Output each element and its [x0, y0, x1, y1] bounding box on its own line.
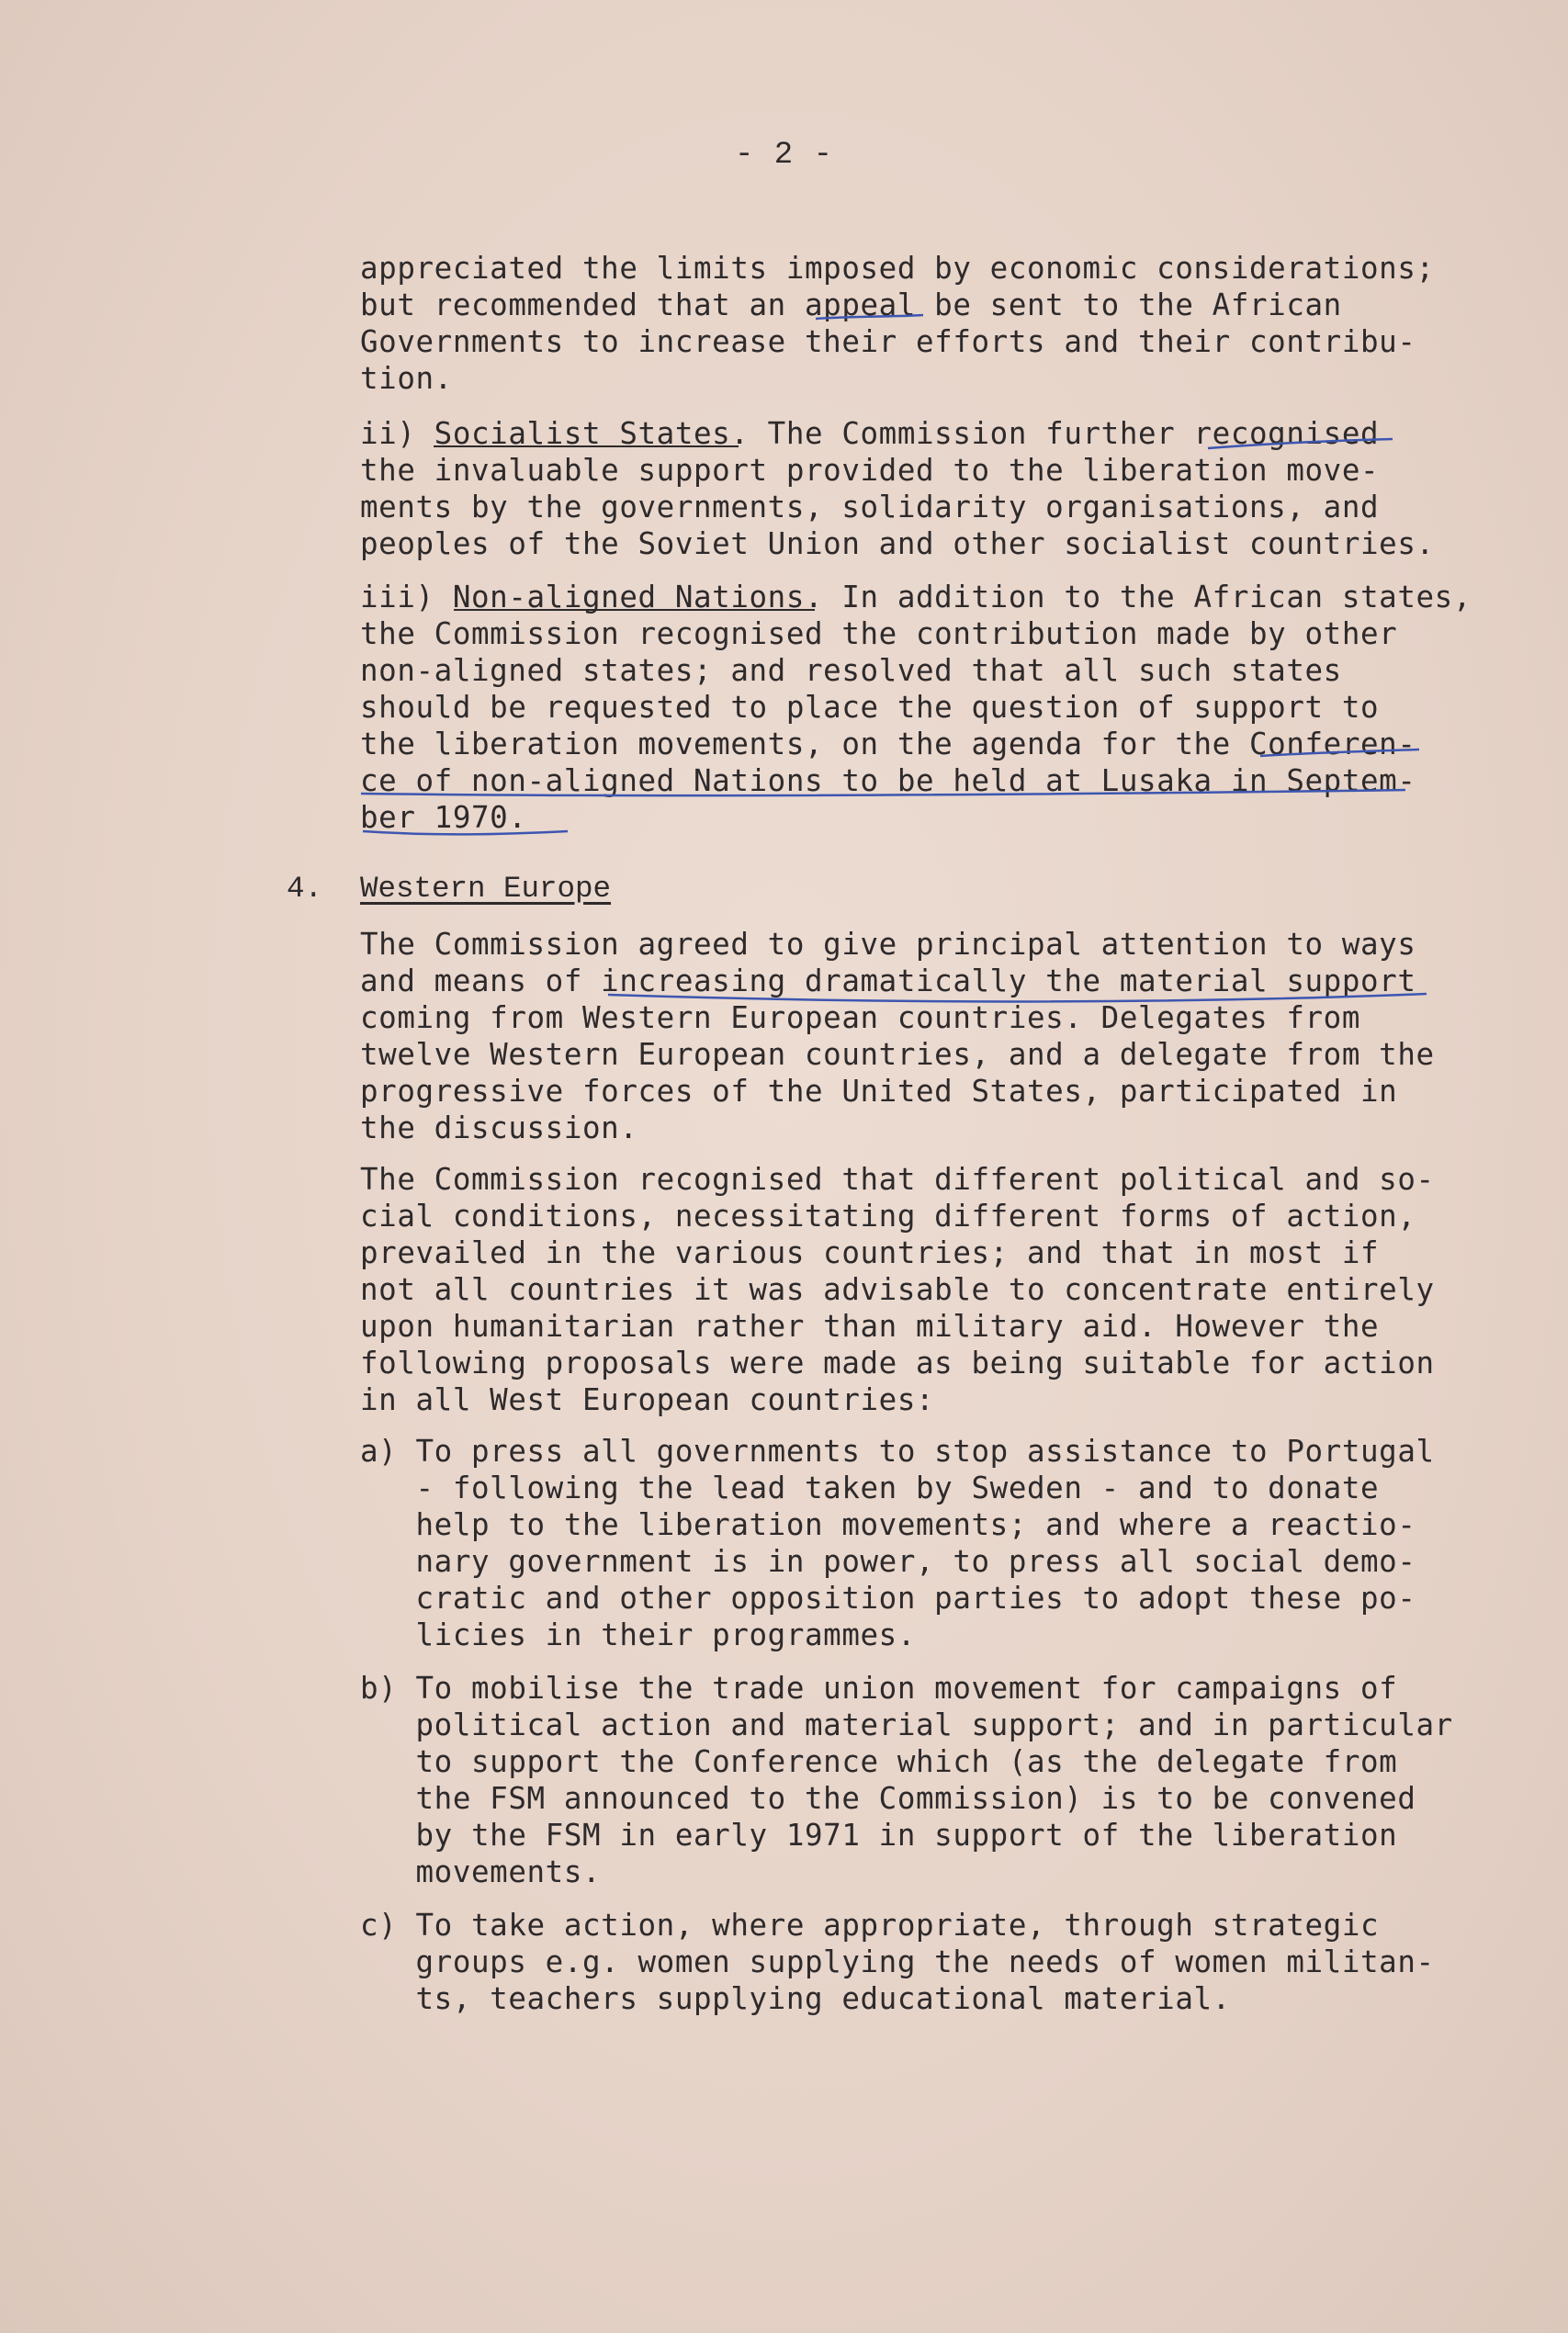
item-c-strategic-groups: c) To take action, where appropriate, through strategic groups e.g. women supplying the needs of women militan- ts, teachers supplying educational material.: [360, 1908, 1435, 2016]
item-b-trade-unions: b) To mobilise the trade union movement for campaigns of political action and material support; and in particular to support the Conference which (as the delegate from the FSM announced to the Commission) is to be convened by the FSM in early 1971 in support of the liberation movements.: [360, 1671, 1453, 1889]
paragraph-continuation: appreciated the limits imposed by economic considerations; but recommended that an appeal be sent to the African Governments to increase their efforts and their contribu- tion.: [360, 251, 1435, 396]
item-ii-socialist-states: ii) Socialist States. The Commission further recognised the invaluable support provided to the liberation move- ments by the governments, solidarity organisations, and peoples of the Soviet Union and other socialist countries.: [360, 416, 1435, 561]
page-number: - 2 -: [734, 138, 834, 173]
item-iii-non-aligned-nations: iii) Non-aligned Nations. In addition to the African states, the Commission recognised the contribution made by other non-aligned states; and resolved that all such states should be requested to place the question of support to the liberation movements, on the agenda for the Conferen- ce of non-aligned Nations to be held at Lusaka in Septem- ber 1970.: [360, 580, 1472, 835]
section-4-title: Western Europe: [360, 872, 612, 906]
section-4-paragraph-1: The Commission agreed to give principal attention to ways and means of increasing dramatically the material support coming from Western European countries. Delegates from twelve Western European countries, and a delegate from the progressive forces of the United States, participated in the discussion.: [360, 927, 1435, 1145]
section-4-number: 4.: [287, 872, 323, 906]
item-a-press-governments: a) To press all governments to stop assistance to Portugal - following the lead taken by Sweden - and to donate help to the liberation movements; and where a reactio- nary government is in power, to press all social demo- cratic and other opposition parties to adopt these po- licies in their programmes.: [360, 1434, 1435, 1652]
section-4-paragraph-2: The Commission recognised that different political and so- cial conditions, necessitating different forms of action, prevailed in the various countries; and that in most if not all countries it was advisable to concentrate entirely upon humanitarian rather than military aid. However the following proposals were made as being suitable for action in all West European countries:: [360, 1162, 1435, 1417]
